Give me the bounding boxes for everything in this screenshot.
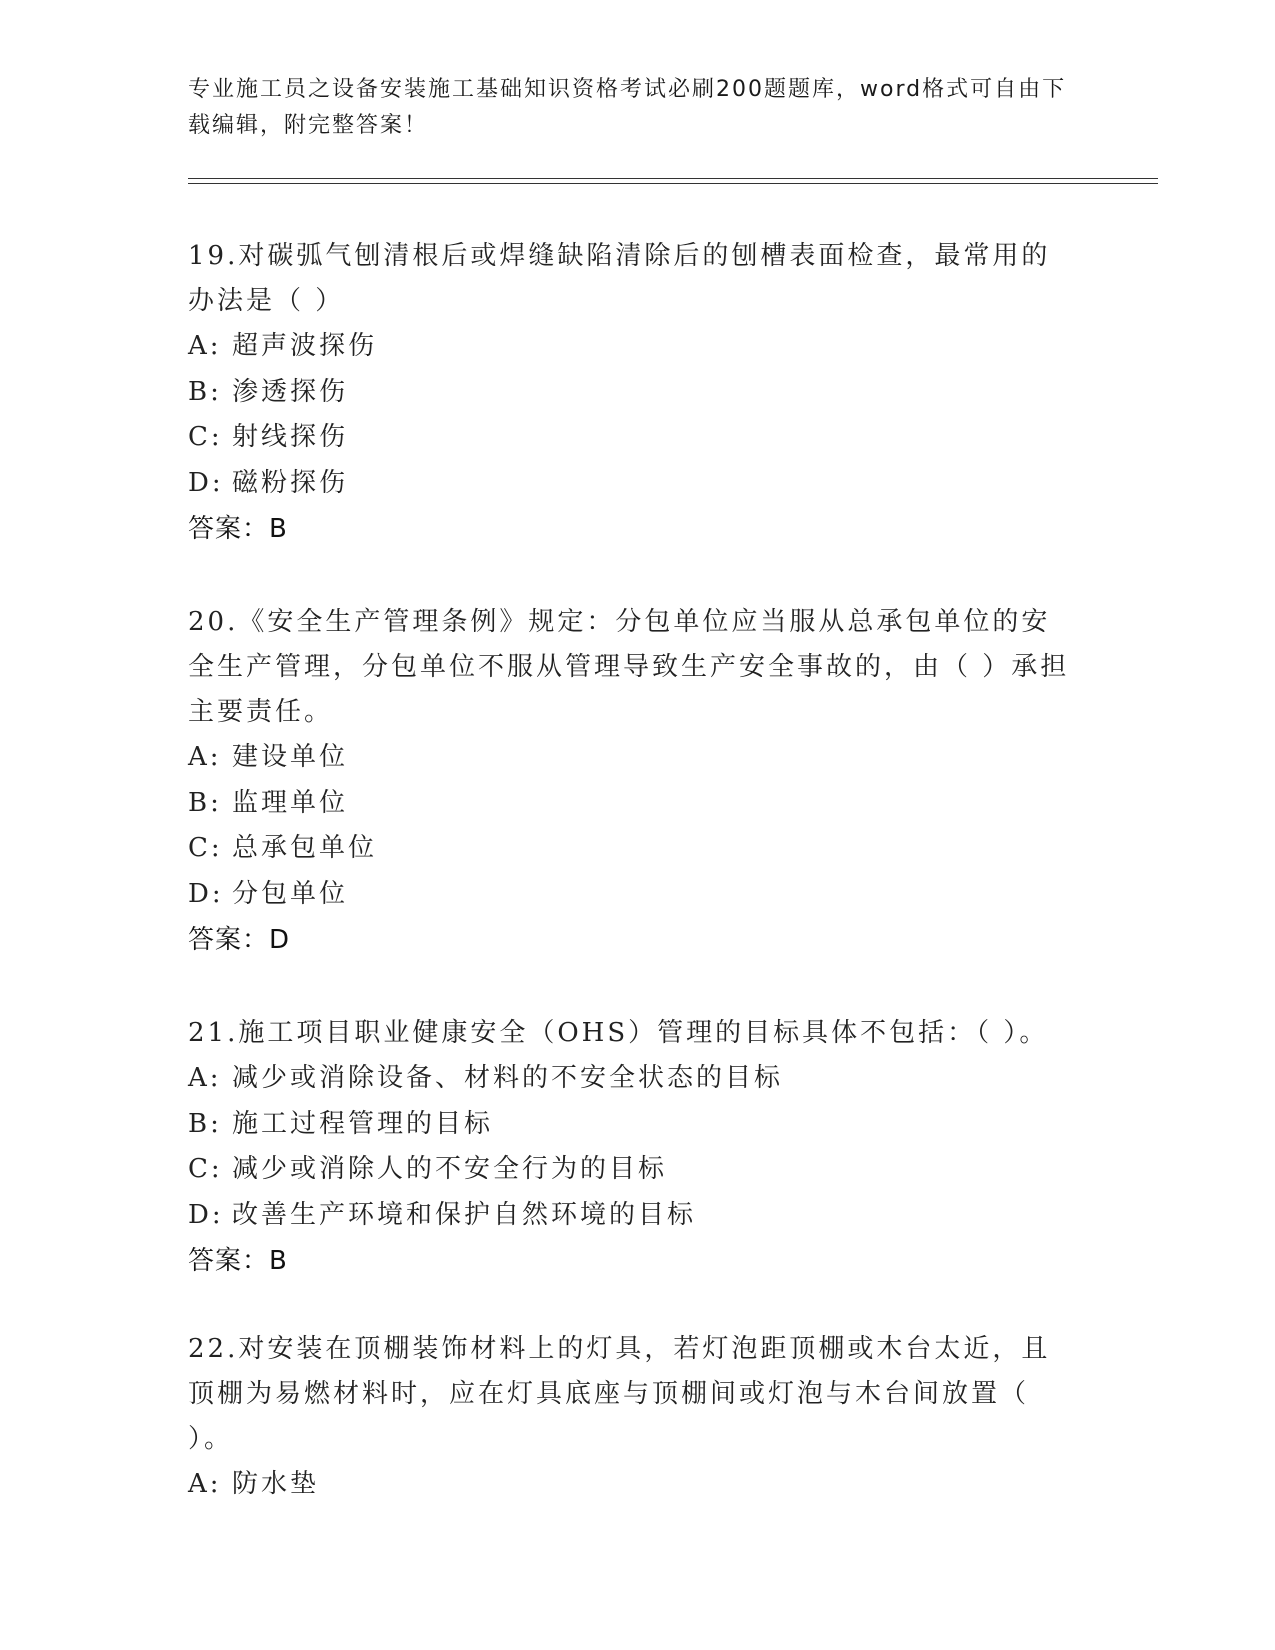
option-letter: C: xyxy=(188,422,223,452)
option-text: 防水垫 xyxy=(232,1469,320,1499)
option-letter: B: xyxy=(188,1108,222,1139)
option-text: 超声波探伤 xyxy=(232,331,378,361)
option-text: 建设单位 xyxy=(232,742,349,772)
option-text: 总承包单位 xyxy=(232,833,378,863)
option-d xyxy=(188,872,1078,918)
option-b xyxy=(188,781,1078,827)
option-letter: D: xyxy=(188,467,224,498)
document-header: 专业施工员之设备安装施工基础知识资格考试必刷200题题库，word格式可自由下载编辑，附完整答案！ xyxy=(188,77,1067,138)
option-c xyxy=(188,415,1078,461)
option-text: 减少或消除设备、材料的不安全状态的目标 xyxy=(232,1063,784,1093)
question-22 xyxy=(188,1327,1078,1508)
question-stem: 22.对安装在顶棚装饰材料上的灯具，若灯泡距顶棚或木台太近，且顶棚为易燃材料时，应在灯具底座与顶棚间或灯泡与木台间放置（ ）。 xyxy=(188,1334,1051,1454)
option-a xyxy=(188,735,1078,781)
option-text: 磁粉探伤 xyxy=(232,467,349,498)
option-letter: B: xyxy=(188,376,222,407)
header-divider-line xyxy=(188,178,1158,179)
option-text: 射线探伤 xyxy=(232,422,349,452)
option-a xyxy=(188,1462,1078,1508)
option-letter: A: xyxy=(188,1469,222,1499)
option-letter: C: xyxy=(188,833,223,863)
option-text: 渗透探伤 xyxy=(232,376,349,407)
option-letter: A: xyxy=(188,331,222,361)
option-d xyxy=(188,461,1078,507)
answer-line: 答案：D xyxy=(188,925,291,955)
question-stem: 19.对碳弧气刨清根后或焊缝缺陷清除后的刨槽表面检查，最常用的办法是（ ） xyxy=(188,241,1051,316)
question-stem: 20.《安全生产管理条例》规定：分包单位应当服从总承包单位的安全生产管理，分包单位不服从管理导致生产安全事故的，由（ ）承担主要责任。 xyxy=(188,607,1070,727)
question-21 xyxy=(188,1011,1078,1284)
option-text: 减少或消除人的不安全行为的目标 xyxy=(232,1154,668,1184)
option-text: 分包单位 xyxy=(232,878,349,909)
option-letter: C: xyxy=(188,1154,223,1184)
option-text: 改善生产环境和保护自然环境的目标 xyxy=(232,1199,697,1230)
answer-line: 答案：B xyxy=(188,1246,288,1276)
option-text: 监理单位 xyxy=(232,787,349,818)
option-letter: A: xyxy=(188,742,222,772)
question-19 xyxy=(188,234,1078,552)
option-letter: A: xyxy=(188,1063,222,1093)
option-text: 施工过程管理的目标 xyxy=(232,1108,494,1139)
option-a xyxy=(188,1056,1078,1102)
question-20 xyxy=(188,600,1078,963)
option-c xyxy=(188,1147,1078,1193)
option-d xyxy=(188,1193,1078,1239)
option-letter: D: xyxy=(188,1199,224,1230)
header-divider-line-double xyxy=(188,183,1158,184)
option-letter: D: xyxy=(188,878,224,909)
option-a xyxy=(188,324,1078,370)
option-b xyxy=(188,370,1078,416)
option-letter: B: xyxy=(188,787,222,818)
option-b xyxy=(188,1102,1078,1148)
answer-line: 答案：B xyxy=(188,514,288,544)
option-c xyxy=(188,826,1078,872)
question-stem: 21.施工项目职业健康安全（OHS）管理的目标具体不包括：（ ）。 xyxy=(188,1018,1049,1048)
